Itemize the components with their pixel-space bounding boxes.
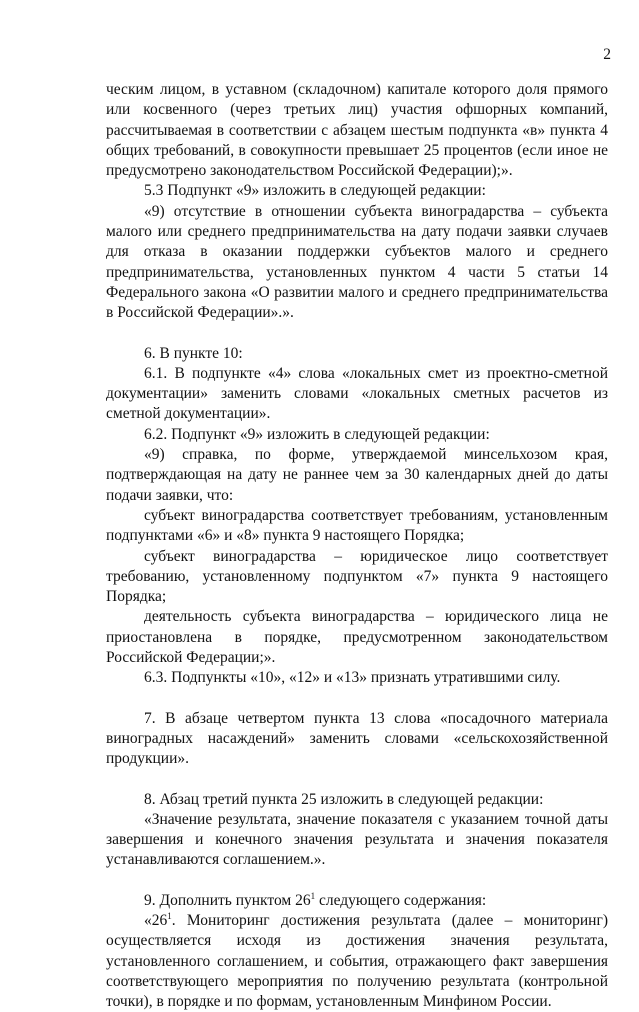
paragraph: 7. В абзаце четвертом пункта 13 слова «посадочного материала виноградных насаждений» заменить словами «сельскохозяйственной продукции». <box>106 709 608 768</box>
paragraph-text: «26 <box>144 911 168 929</box>
document-body <box>106 80 608 1012</box>
superscript: 1 <box>167 910 172 921</box>
paragraph: деятельность субъекта виноградарства – юридического лица не приостановлена в порядке, предусмотренном законодательством Российской Федерации;». <box>106 608 608 667</box>
page-number: 2 <box>603 46 611 63</box>
paragraph-text: 9. Дополнить пунктом 26 <box>144 891 311 909</box>
paragraph: «Значение результата, значение показателя с указанием точной даты завершения и конечного значения результата и значения показателя устанавливаются соглашением.». <box>106 810 608 869</box>
paragraph-gap <box>106 871 608 891</box>
paragraph: 6.1. В подпункте «4» слова «локальных смет из проектно-сметной документации» заменить словами «локальных сметных расчетов из сметной документации». <box>106 364 608 423</box>
paragraph: 6.3. Подпункты «10», «12» и «13» признать утратившими силу. <box>144 669 561 687</box>
paragraph-gap <box>106 689 608 709</box>
paragraph: «9) отсутствие в отношении субъекта виноградарства – субъекта малого или среднего предпринимательства на дату подачи заявки случаев для отказа в оказании поддержки субъектов малого и среднего предпринимательства, установленных пунктом 4 части 5 статьи 14 Федерального закона «О развитии малого и среднего предпринимательства в Российской Федерации».». <box>106 202 608 322</box>
paragraph: субъект виноградарства соответствует требованиям, установленным подпунктами «6» и «8» пункта 9 настоящего Порядка; <box>106 506 608 545</box>
paragraph: 5.3 Подпункт «9» изложить в следующей редакции: <box>144 182 486 200</box>
superscript: 1 <box>310 890 316 901</box>
paragraph-gap <box>106 770 608 790</box>
paragraph: ческим лицом, в уставном (складочном) капитале которого доля прямого или косвенного (через третьих лиц) участия офшорных компаний, рассчитываемая в соответствии с абзацем шестым подпункта «в» пункта 4 общих требований, в совокупности превышает 25 процентов (если иное не предусмотрено законодательством Российской Федерации);». <box>106 81 608 180</box>
paragraph <box>106 911 608 1012</box>
paragraph <box>106 891 608 911</box>
paragraph: 6. В пункте 10: <box>144 344 243 362</box>
paragraph: 6.2. Подпункт «9» изложить в следующей редакции: <box>144 425 490 443</box>
paragraph: субъект виноградарства – юридическое лицо соответствует требованию, установленному подпунктом «7» пункта 9 настоящего Порядка; <box>106 547 608 606</box>
paragraph: 8. Абзац третий пункта 25 изложить в следующей редакции: <box>144 790 544 808</box>
paragraph-text: . Мониторинг достижения результата (далее – мониторинг) осуществляется исходя из достижения значения результата, установленного соглашением, и события, отражающего факт завершения соответствующего мероприятия по получению результата (контрольной точки), в порядке и по формам, установленным Минфином России. <box>106 911 608 1011</box>
paragraph-gap <box>106 324 608 344</box>
paragraph-text: следующего содержания: <box>315 891 487 909</box>
paragraph: «9) справка, по форме, утверждаемой минсельхозом края, подтверждающая на дату не раннее чем за 30 календарных дней до даты подачи заявки, что: <box>106 446 608 504</box>
